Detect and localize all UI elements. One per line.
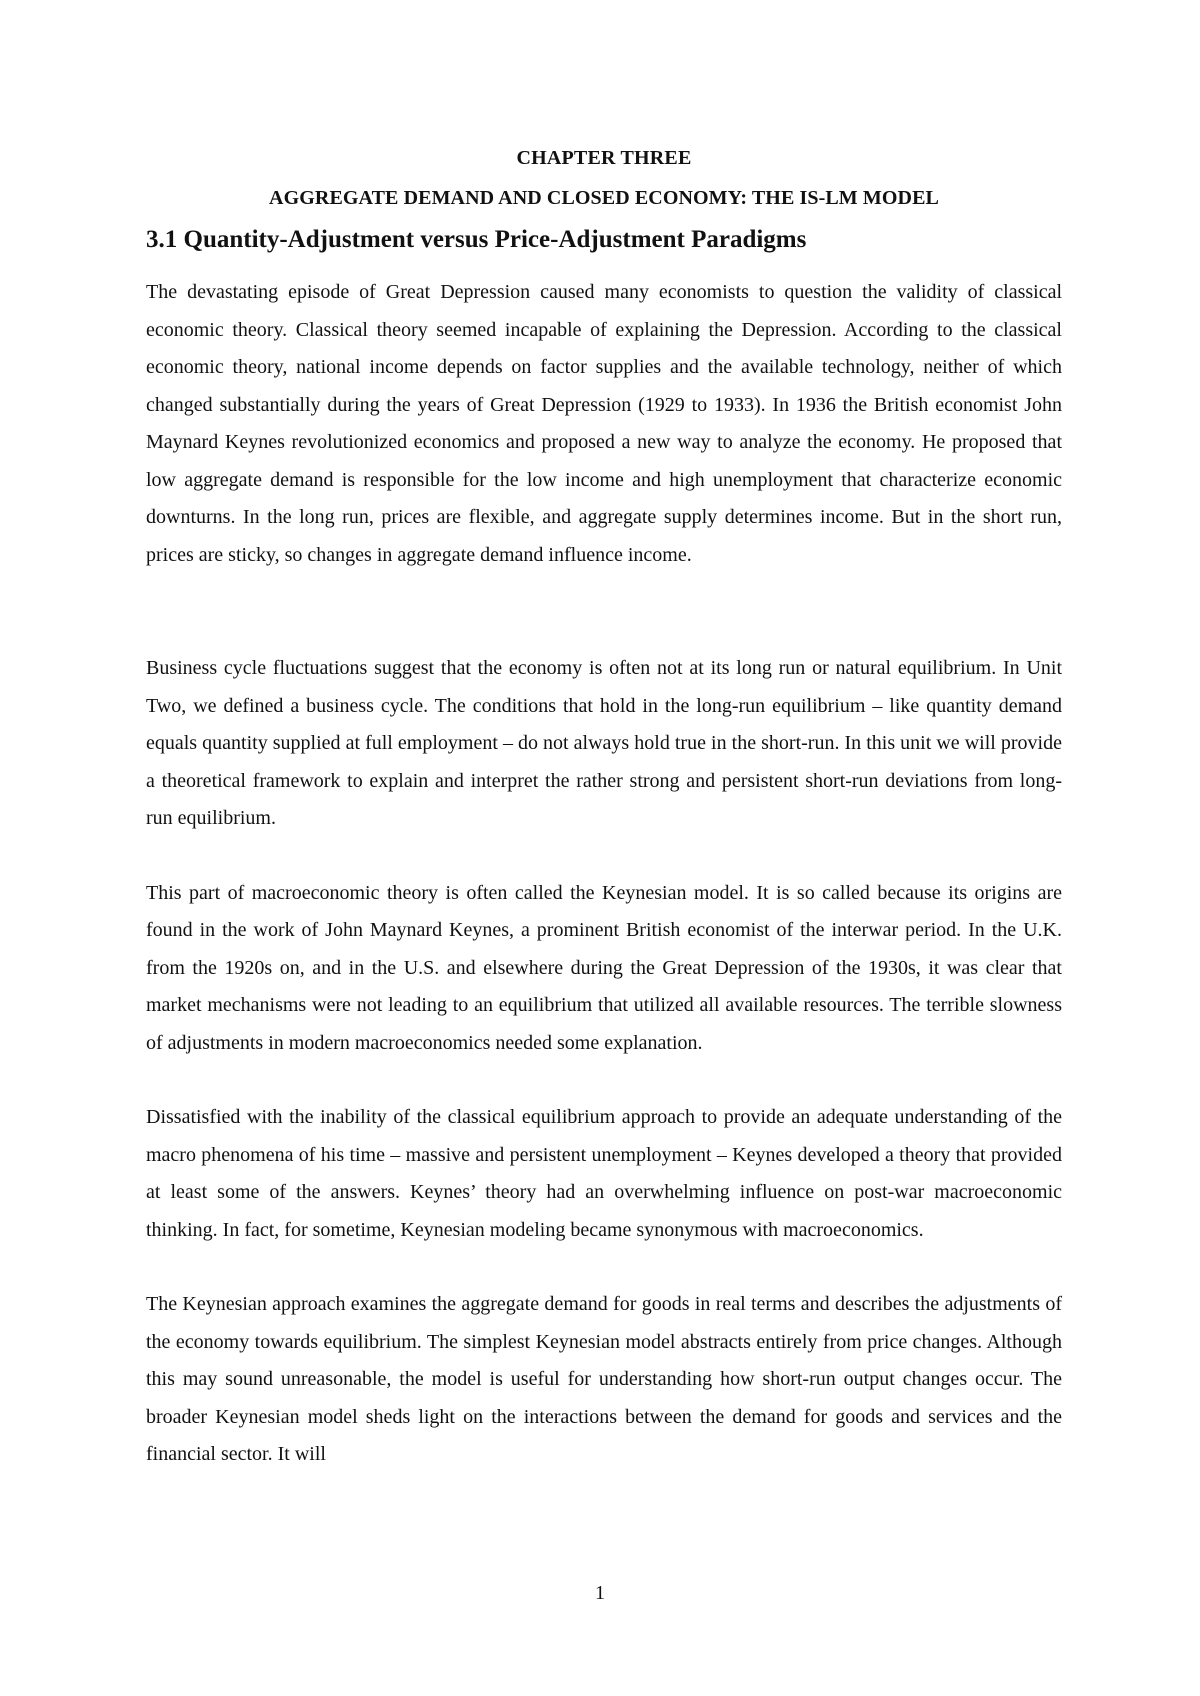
paragraph-4: Dissatisfied with the inability of the classical equilibrium approach to provide an adequate understanding of the macro phenomena of his time – massive and persistent unemployment – Keynes developed a theory that provided at least some of the answers. Keynes’ theory had an overwhelming influence on post-war macroeconomic thinking. In fact, for sometime, Keynesian modeling became synonymous with macroeconomics. (146, 1106, 1062, 1241)
paragraph-5: The Keynesian approach examines the aggregate demand for goods in real terms and describes the adjustments of the economy towards equilibrium. The simplest Keynesian model abstracts entirely from price changes. Although this may sound unreasonable, the model is useful for understanding how short-run output changes occur. The broader Keynesian model sheds light on the interactions between the demand for goods and services and the financial sector. It will (146, 1293, 1062, 1465)
section-heading: 3.1 Quantity-Adjustment versus Price-Adjustment Paradigms (146, 226, 807, 253)
chapter-title: CHAPTER THREE (516, 147, 692, 169)
paragraph-2: Business cycle fluctuations suggest that the economy is often not at its long run or natural equilibrium. In Unit Two, we defined a business cycle. The conditions that hold in the long-run equilibrium – like quantity demand equals quantity supplied at full employment – do not always hold true in the short-run. In this unit we will provide a theoretical framework to explain and interpret the rather strong and persistent short-run deviations from long-run equilibrium. (146, 657, 1062, 829)
page-content (146, 140, 1062, 1474)
paragraph-1: The devastating episode of Great Depression caused many economists to question the validity of classical economic theory. Classical theory seemed incapable of explaining the Depression. According to the classical economic theory, national income depends on factor supplies and the available technology, neither of which changed substantially during the years of Great Depression (1929 to 1933). In 1936 the British economist John Maynard Keynes revolutionized economics and proposed a new way to analyze the economy. He proposed that low aggregate demand is responsible for the low income and high unemployment that characterize economic downturns. In the long run, prices are flexible, and aggregate supply determines income. But in the short run, prices are sticky, so changes in aggregate demand influence income. (146, 281, 1062, 566)
chapter-subtitle: AGGREGATE DEMAND AND CLOSED ECONOMY: THE IS-LM MODEL (269, 187, 939, 209)
paragraph-3: This part of macroeconomic theory is often called the Keynesian model. It is so called because its origins are found in the work of John Maynard Keynes, a prominent British economist of the interwar period. In the U.K. from the 1920s on, and in the U.S. and elsewhere during the Great Depression of the 1930s, it was clear that market mechanisms were not leading to an equilibrium that utilized all available resources. The terrible slowness of adjustments in modern macroeconomics needed some explanation. (146, 881, 1062, 1054)
page-number: 1 (595, 1582, 605, 1604)
